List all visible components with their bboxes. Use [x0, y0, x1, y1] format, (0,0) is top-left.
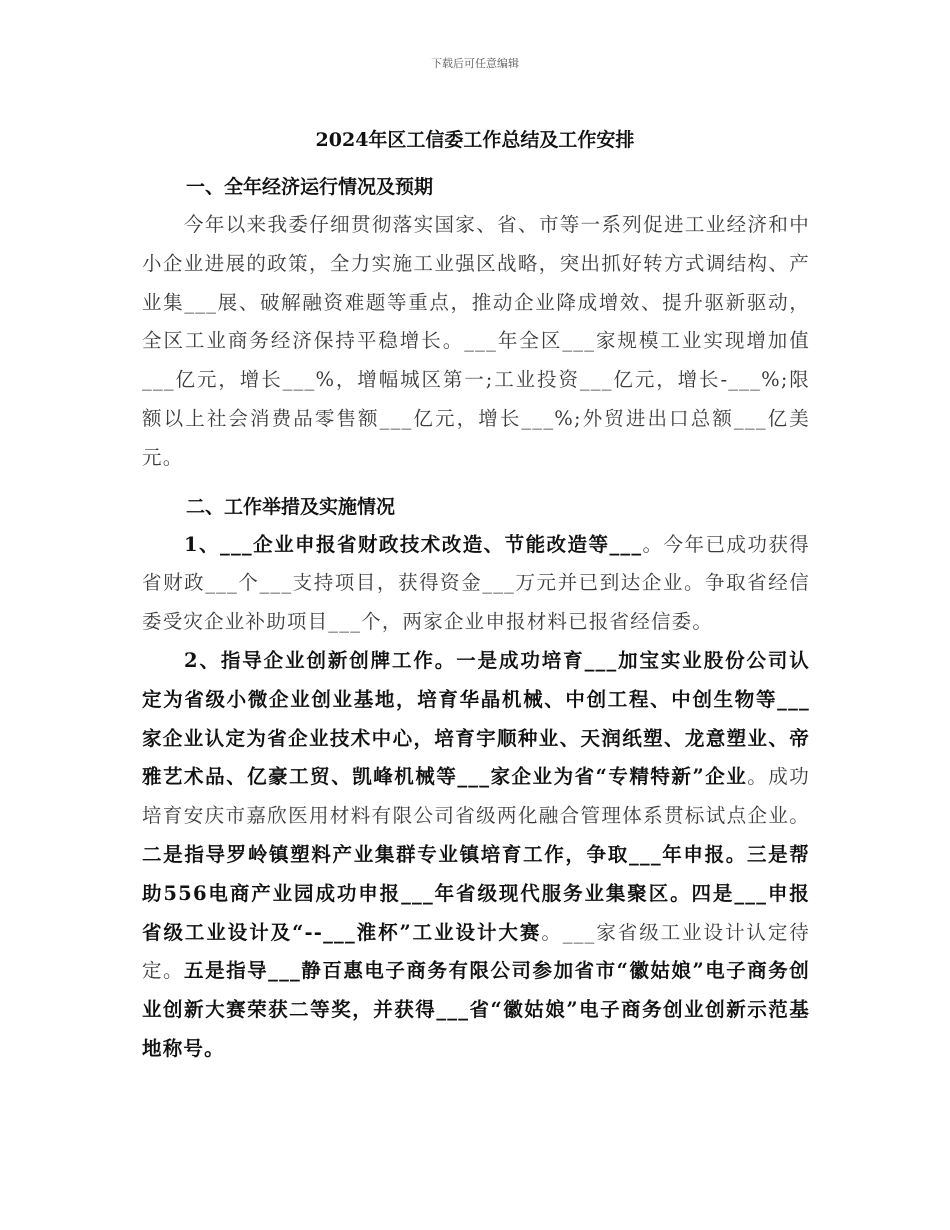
- item-2-bold-c: 二是指导罗岭镇塑料产业集群专业镇培育工作，争取___年申报。三是帮助556电商产业园成功申报___年省级现代服务业集聚区。四是___申报省级工业设计及“--___淮杯”工业设计大赛: [142, 842, 810, 944]
- section-heading-2: 二、工作举措及实施情况: [186, 495, 396, 518]
- document-title: 2024年区工信委工作总结及工作安排: [315, 129, 635, 151]
- item-1-text: 。今年已成功获得省财政___个___支持项目，获得资金___万元并已到达企业。争取省经信委受灾企业补助项目___个，两家企业申报材料已报省经信委。: [142, 532, 810, 634]
- header-note: 下载后可任意编辑: [431, 57, 519, 70]
- item-paragraph-1: [142, 526, 810, 642]
- item-2-bold-e: 五是指导___静百惠电子商务有限公司参加省市“徽姑娘”电子商务创业创新大赛荣获二等奖，并获得___省“徽姑娘”电子商务创业创新示范基地称号。: [142, 959, 810, 1060]
- item-2-text-b: 。成功培育安庆市嘉欣医用材料有限公司省级两化融合管理体系贯标试点企业。: [142, 765, 810, 828]
- item-2-bold-a: 2、指导企业创新创牌工作。一是成功培育___加宝实业股份公司认定为省级小微企业创业基地，培育华晶机械、中创工程、中创生物等___家企业认定为省企业技术中心，培育宇顺种业、天润纸塑、龙意塑业、帝雅艺术品、亿豪工贸、凯峰机械等___家企业为省“专精特新”企业: [142, 648, 810, 789]
- section-heading-1: 一、全年经济运行情况及预期: [186, 176, 434, 198]
- item-2-text-d: 。___家省级工业设计认定待定。: [142, 920, 810, 983]
- section-paragraph-1: 今年以来我委仔细贯彻落实国家、省、市等一系列促进工业经济和中小企业进展的政策，全力实施工业强区战略，突出抓好转方式调结构、产业集___展、破解融资难题等重点，推动企业降成增效、提升驱新驱动，全区工业商务经济保持平稳增长。___年全区___家规模工业实现增加值___亿元，增长___%，增幅城区第一;工业投资___亿元，增长-___%;限额以上社会消费品零售额___亿元，增长___%;外贸进出口总额___亿美元。: [142, 213, 810, 469]
- document-body: [142, 168, 810, 1069]
- item-paragraph-2: [142, 642, 810, 1069]
- item-1-bold: 1、___企业申报省财政技术改造、节能改造等___: [184, 532, 643, 556]
